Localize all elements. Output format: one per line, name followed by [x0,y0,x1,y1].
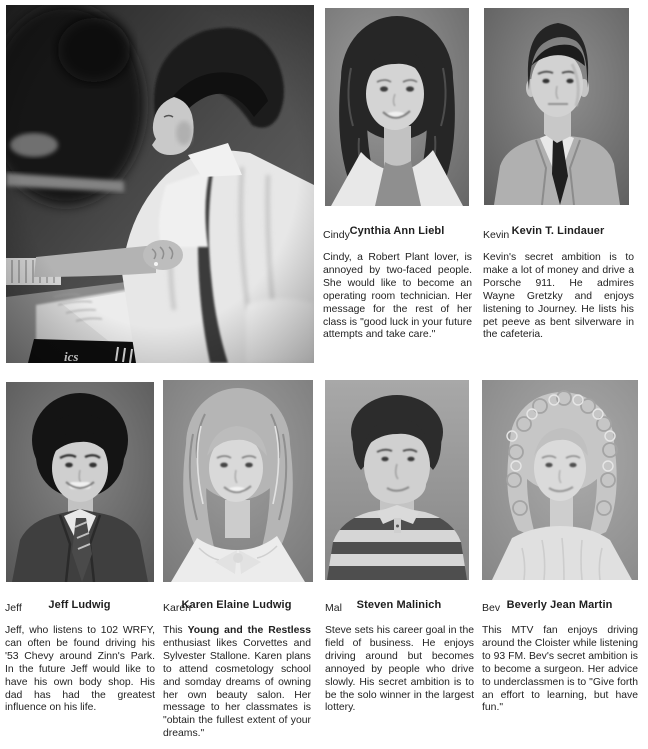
profile-steven-malinich [324,380,474,747]
student-bio: Jeff, who listens to 102 WRFY, can often be found driving his '53 Chevy around Zinn's Park. In the future Jeff would like to have his own body shop. His dad has had the greatest influence on his life. [5,625,155,714]
portrait-photo-cynthia [325,8,469,206]
student-bio: This Young and the Restless enthusiast likes Corvettes and Sylvester Stallone. Karen plans to attend cosmetology school and somday dreams of owning her own beauty salon. Her message to her classmates is "obtain the fullest extent of your dreams." [163,625,311,740]
student-nickname: Jeff [5,602,22,614]
profile-kevin-t-lindauer [482,8,634,360]
candid-photo-illustration [6,5,314,363]
portrait-photo-beverly [482,380,638,580]
portrait-photo-jeff [6,382,154,582]
profile-jeff-ludwig [4,382,155,747]
student-name: Kevin T. Lindauer [511,225,605,237]
student-name: Karen Elaine Ludwig [181,599,292,611]
student-nickname: Kevin [483,229,510,241]
profile-cynthia-ann-liebl [322,8,472,360]
student-bio: Kevin's secret ambition is to make a lot of money and drive a Porsche 911. He admires Wayne Gretzky and enjoys listening to Journey. He lists his pet peeve as bent silverware in the cafeteria. [483,252,634,341]
student-name: Cynthia Ann Liebl [349,225,445,237]
profile-karen-elaine-ludwig [162,380,311,747]
profile-beverly-jean-martin [481,380,638,747]
student-nickname: Bev [482,602,501,614]
portrait-photo-steven [325,380,469,580]
student-nickname: Mal [325,602,342,614]
student-bio: Steve sets his career goal in the field of business. He enjoys driving around but becomes annoyed by people who drive slowly. His secret ambition is to be the solo winner in the largest lottery. [325,625,474,714]
student-nickname: Karen [163,602,192,614]
candid-photo-student-writing-at-desk [6,5,314,363]
student-bio: This MTV fan enjoys driving around the Cloister while listening to 93 FM. Bev's secret ambition is to become a surgeon. Her advice to underclassmen is to "Give forth an effort to learning, but have fun." [482,625,638,714]
student-name: Beverly Jean Martin [506,599,613,611]
student-name: Jeff Ludwig [48,599,111,611]
student-bio: Cindy, a Robert Plant lover, is annoyed by two-faced people. She would like to become an operating room technician. Her message for the rest of her class is "good luck in your future attempts and take care." [323,252,472,341]
student-name: Steven Malinich [356,599,442,611]
portrait-photo-karen [163,380,313,582]
portrait-photo-kevin [484,8,629,205]
student-nickname: Cindy [323,229,350,241]
